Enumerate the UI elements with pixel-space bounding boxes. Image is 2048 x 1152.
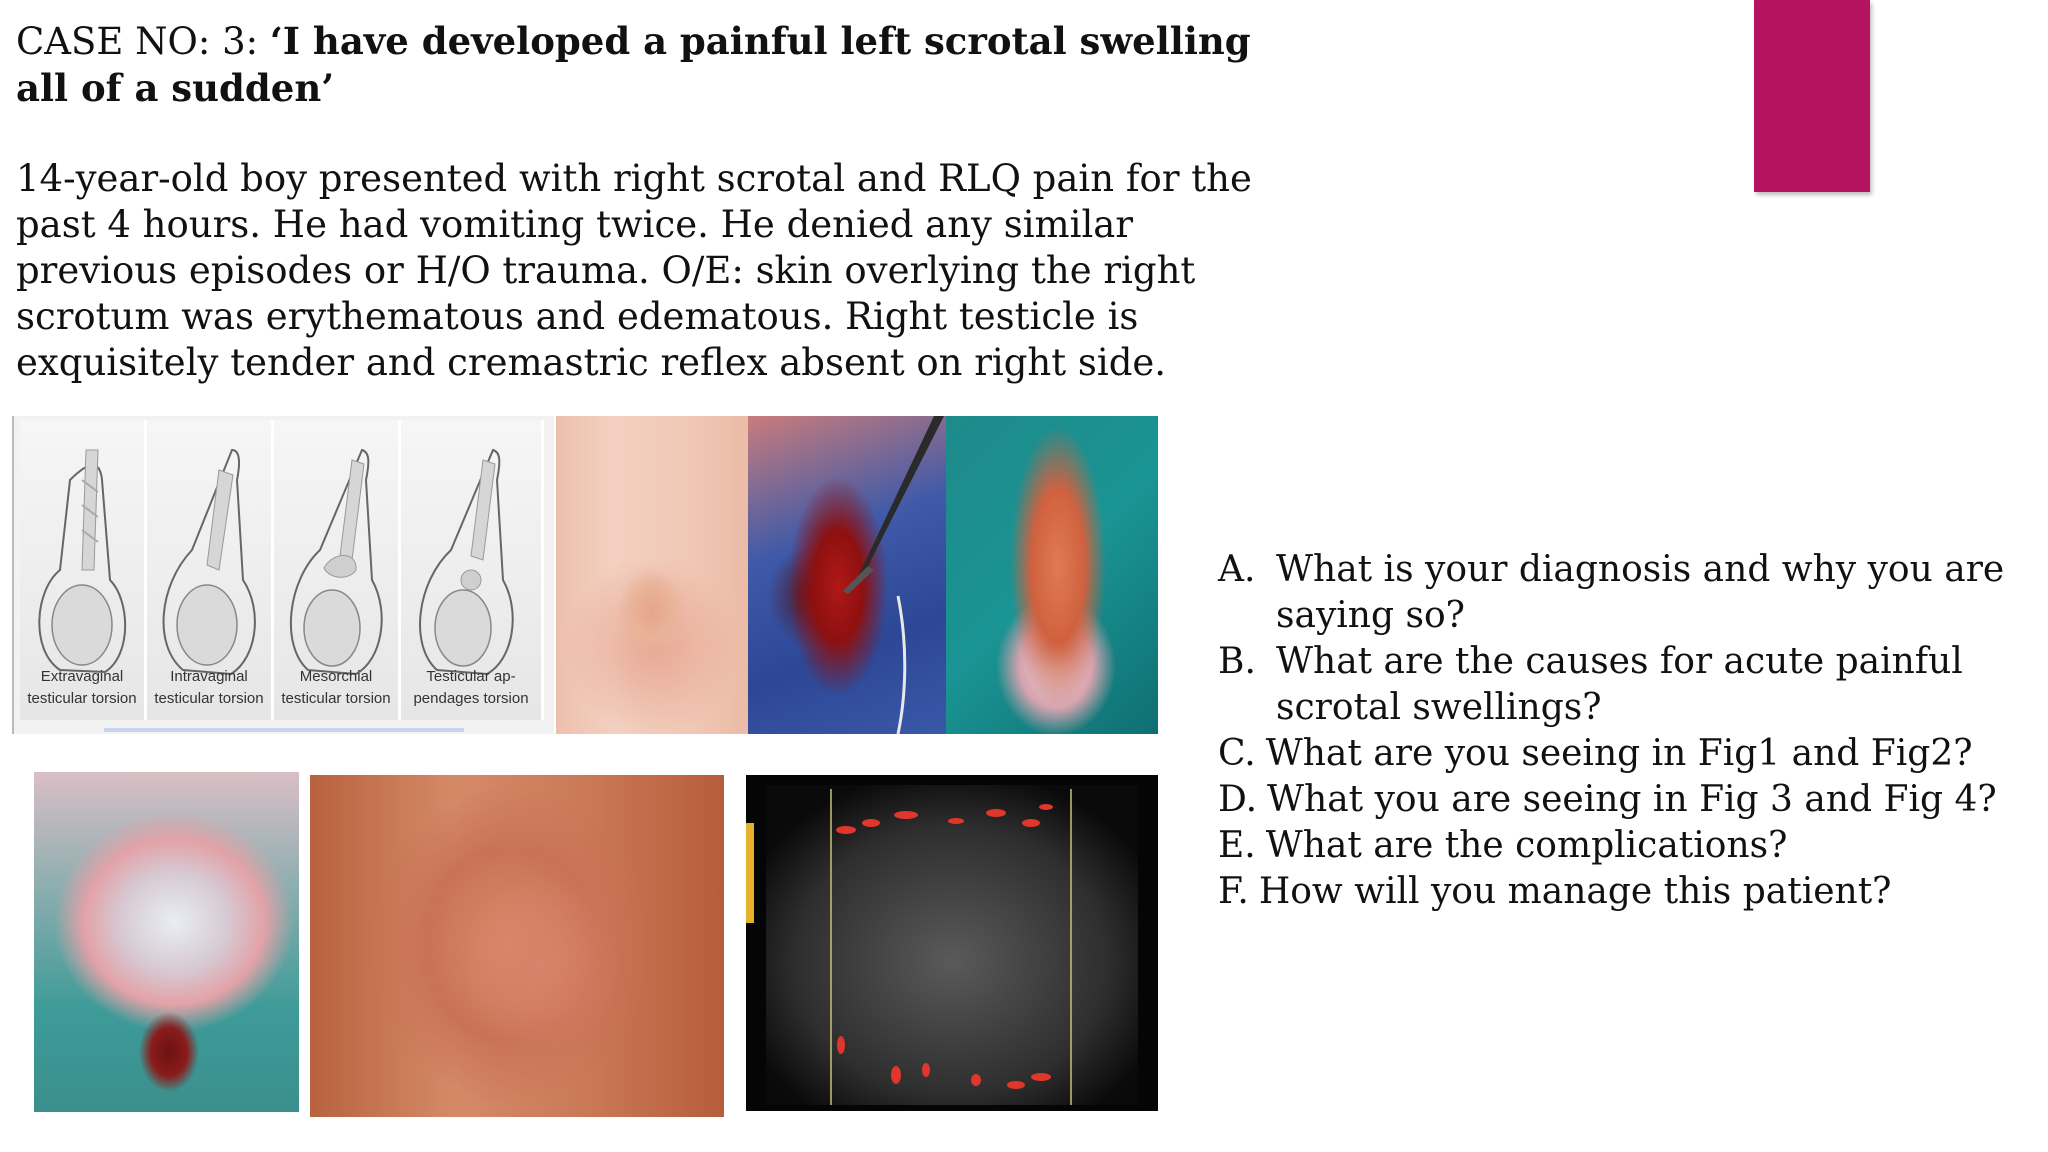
diagram-panel-intravaginal	[147, 420, 274, 720]
diagram-caption-line2: pendages torsion	[413, 690, 529, 707]
forceps-icon	[748, 416, 946, 734]
torsion-types-diagram	[12, 416, 554, 734]
question-letter: D.	[1218, 779, 1258, 820]
diagram-caption-line1: Testicular ap-	[426, 668, 516, 685]
clinical-photo-scrotum	[556, 416, 748, 734]
question-item	[1218, 777, 2018, 823]
diagram-caption-line2: testicular torsion	[154, 690, 264, 707]
case-history-text: 14-year-old boy presented with right scrotal and RLQ pain for the past 4 hours. He had vomiting twice. He denied any similar previous episodes or H/O trauma. O/E: skin overlying the right scrotum was erythematous and edematous. Right testicle is exquisitely tender and cremastric reflex absent on right side.	[16, 157, 1252, 384]
question-item	[1218, 869, 2018, 915]
question-list	[1218, 547, 2018, 915]
case-title	[16, 18, 1266, 112]
doppler-ultrasound-image	[746, 775, 1158, 1111]
question-item	[1218, 731, 2018, 777]
diagram-panel-extravaginal	[20, 420, 147, 720]
surgical-photo-torsed-testis	[748, 416, 946, 734]
question-letter: E.	[1218, 825, 1256, 866]
question-text: What are the complications?	[1265, 825, 1788, 866]
diagram-caption-line1: Intravaginal	[170, 668, 248, 685]
question-item	[1218, 823, 2018, 869]
diagram-caption-line1: Extravaginal	[40, 668, 124, 685]
diagram-caption-line1: Mesorchial	[299, 668, 373, 685]
case-number: CASE NO: 3:	[16, 20, 270, 63]
case-complaint-quote: ‘I have developed a painful left scrotal swelling all of a sudden’	[16, 19, 1251, 110]
question-item	[1218, 547, 2018, 639]
question-letter: B.	[1218, 641, 1256, 682]
question-text: What are the causes for acute painful scrotal swellings?	[1276, 641, 1963, 728]
question-text: What is your diagnosis and why you are saying so?	[1276, 549, 2005, 636]
question-letter: A.	[1218, 549, 1256, 590]
photo-torsed-appendage	[34, 772, 299, 1112]
ultrasound-scan	[746, 775, 1158, 1111]
photo-scrotal-examination	[310, 775, 724, 1117]
question-letter: C.	[1218, 733, 1256, 774]
question-text: How will you manage this patient?	[1258, 871, 1892, 912]
surgical-photo-exposed-testis	[946, 416, 1158, 734]
diagram-panel-mesorchial	[274, 420, 401, 720]
diagram-divider	[104, 728, 464, 732]
question-item	[1218, 639, 2018, 731]
question-text: What are you seeing in Fig1 and Fig2?	[1265, 733, 1973, 774]
diagram-caption-line2: testicular torsion	[27, 690, 137, 707]
diagram-panel-appendages	[401, 420, 544, 720]
question-text: What you are seeing in Fig 3 and Fig 4?	[1267, 779, 1997, 820]
diagram-caption-line2: testicular torsion	[281, 690, 391, 707]
accent-tab	[1754, 0, 1870, 192]
question-letter: F.	[1218, 871, 1249, 912]
